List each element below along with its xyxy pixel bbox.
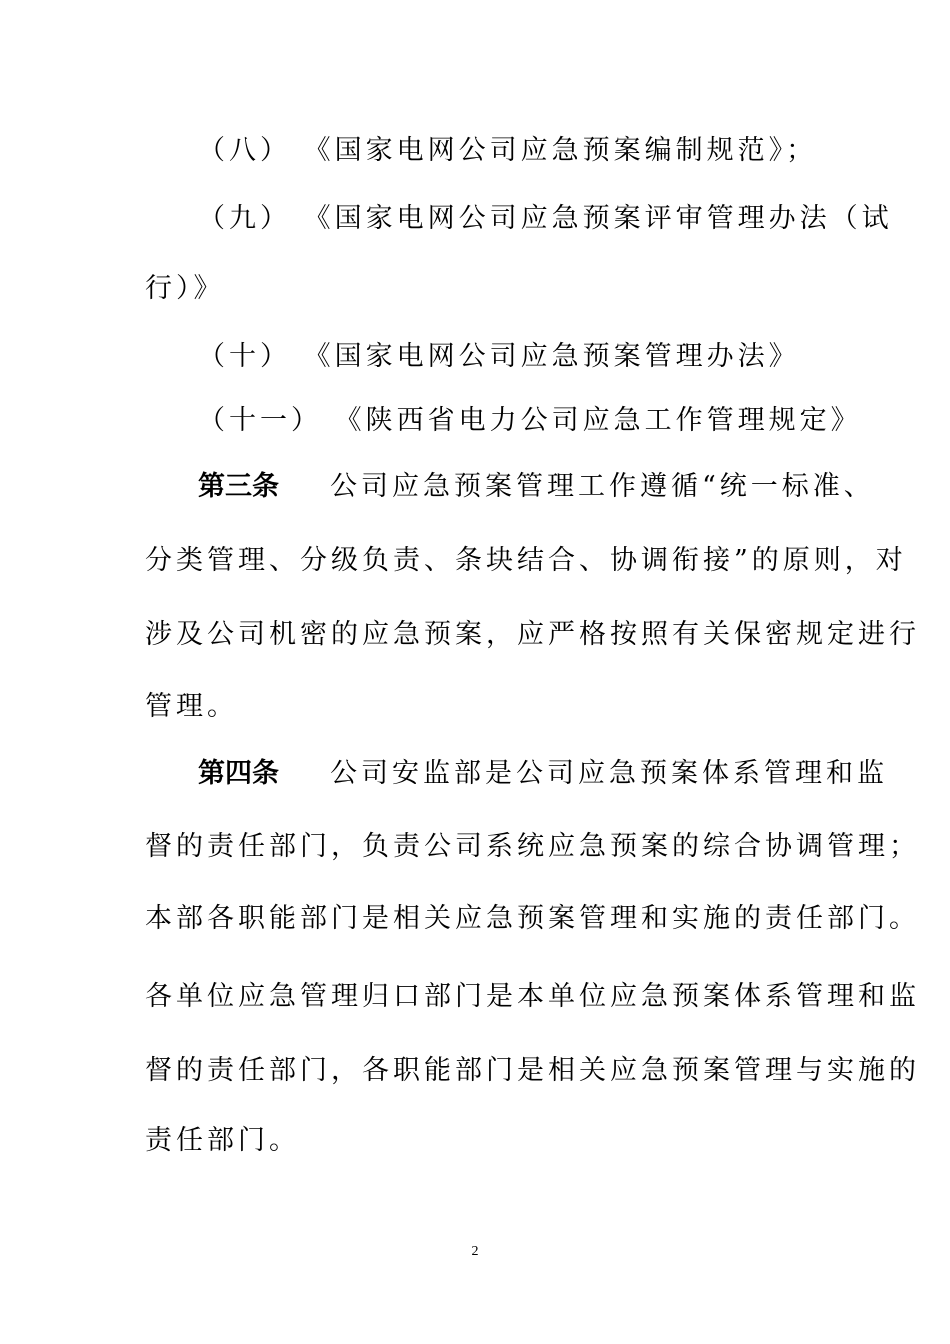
list-item: （九） 《国家电网公司应急预案评审管理办法（试 [198,203,893,234]
article-4-label: 第四条 [198,758,279,789]
article-4-text: 公司安监部是公司应急预案体系管理和监 [330,758,888,789]
article-4-line: 督的责任部门，各职能部门是相关应急预案管理与实施的 [145,1055,920,1086]
list-item: （十） 《国家电网公司应急预案管理办法》 [198,341,800,372]
article-4-line: 各单位应急管理归口部门是本单位应急预案体系管理和监 [145,981,920,1012]
article-4-line: 督的责任部门，负责公司系统应急预案的综合协调管理； [145,831,920,862]
article-4-first-line [198,757,888,791]
list-item: （十一） 《陕西省电力公司应急工作管理规定》 [198,405,862,436]
article-3-line: 涉及公司机密的应急预案，应严格按照有关保密规定进行 [145,619,920,650]
article-3-text: 公司应急预案管理工作遵循“统一标准、 [330,471,875,502]
article-4-line: 责任部门。 [145,1125,300,1156]
list-item: （八） 《国家电网公司应急预案编制规范》； [198,135,818,166]
list-item-continuation: 行）》 [145,273,225,304]
article-4-line: 本部各职能部门是相关应急预案管理和实施的责任部门。 [145,903,920,934]
article-3-label: 第三条 [198,471,279,502]
article-3-line: 分类管理、分级负责、条块结合、协调衔接”的原则，对 [145,545,907,576]
page-number: 2 [471,1244,479,1259]
article-3-line: 管理。 [145,691,238,722]
article-3-first-line [198,470,875,504]
